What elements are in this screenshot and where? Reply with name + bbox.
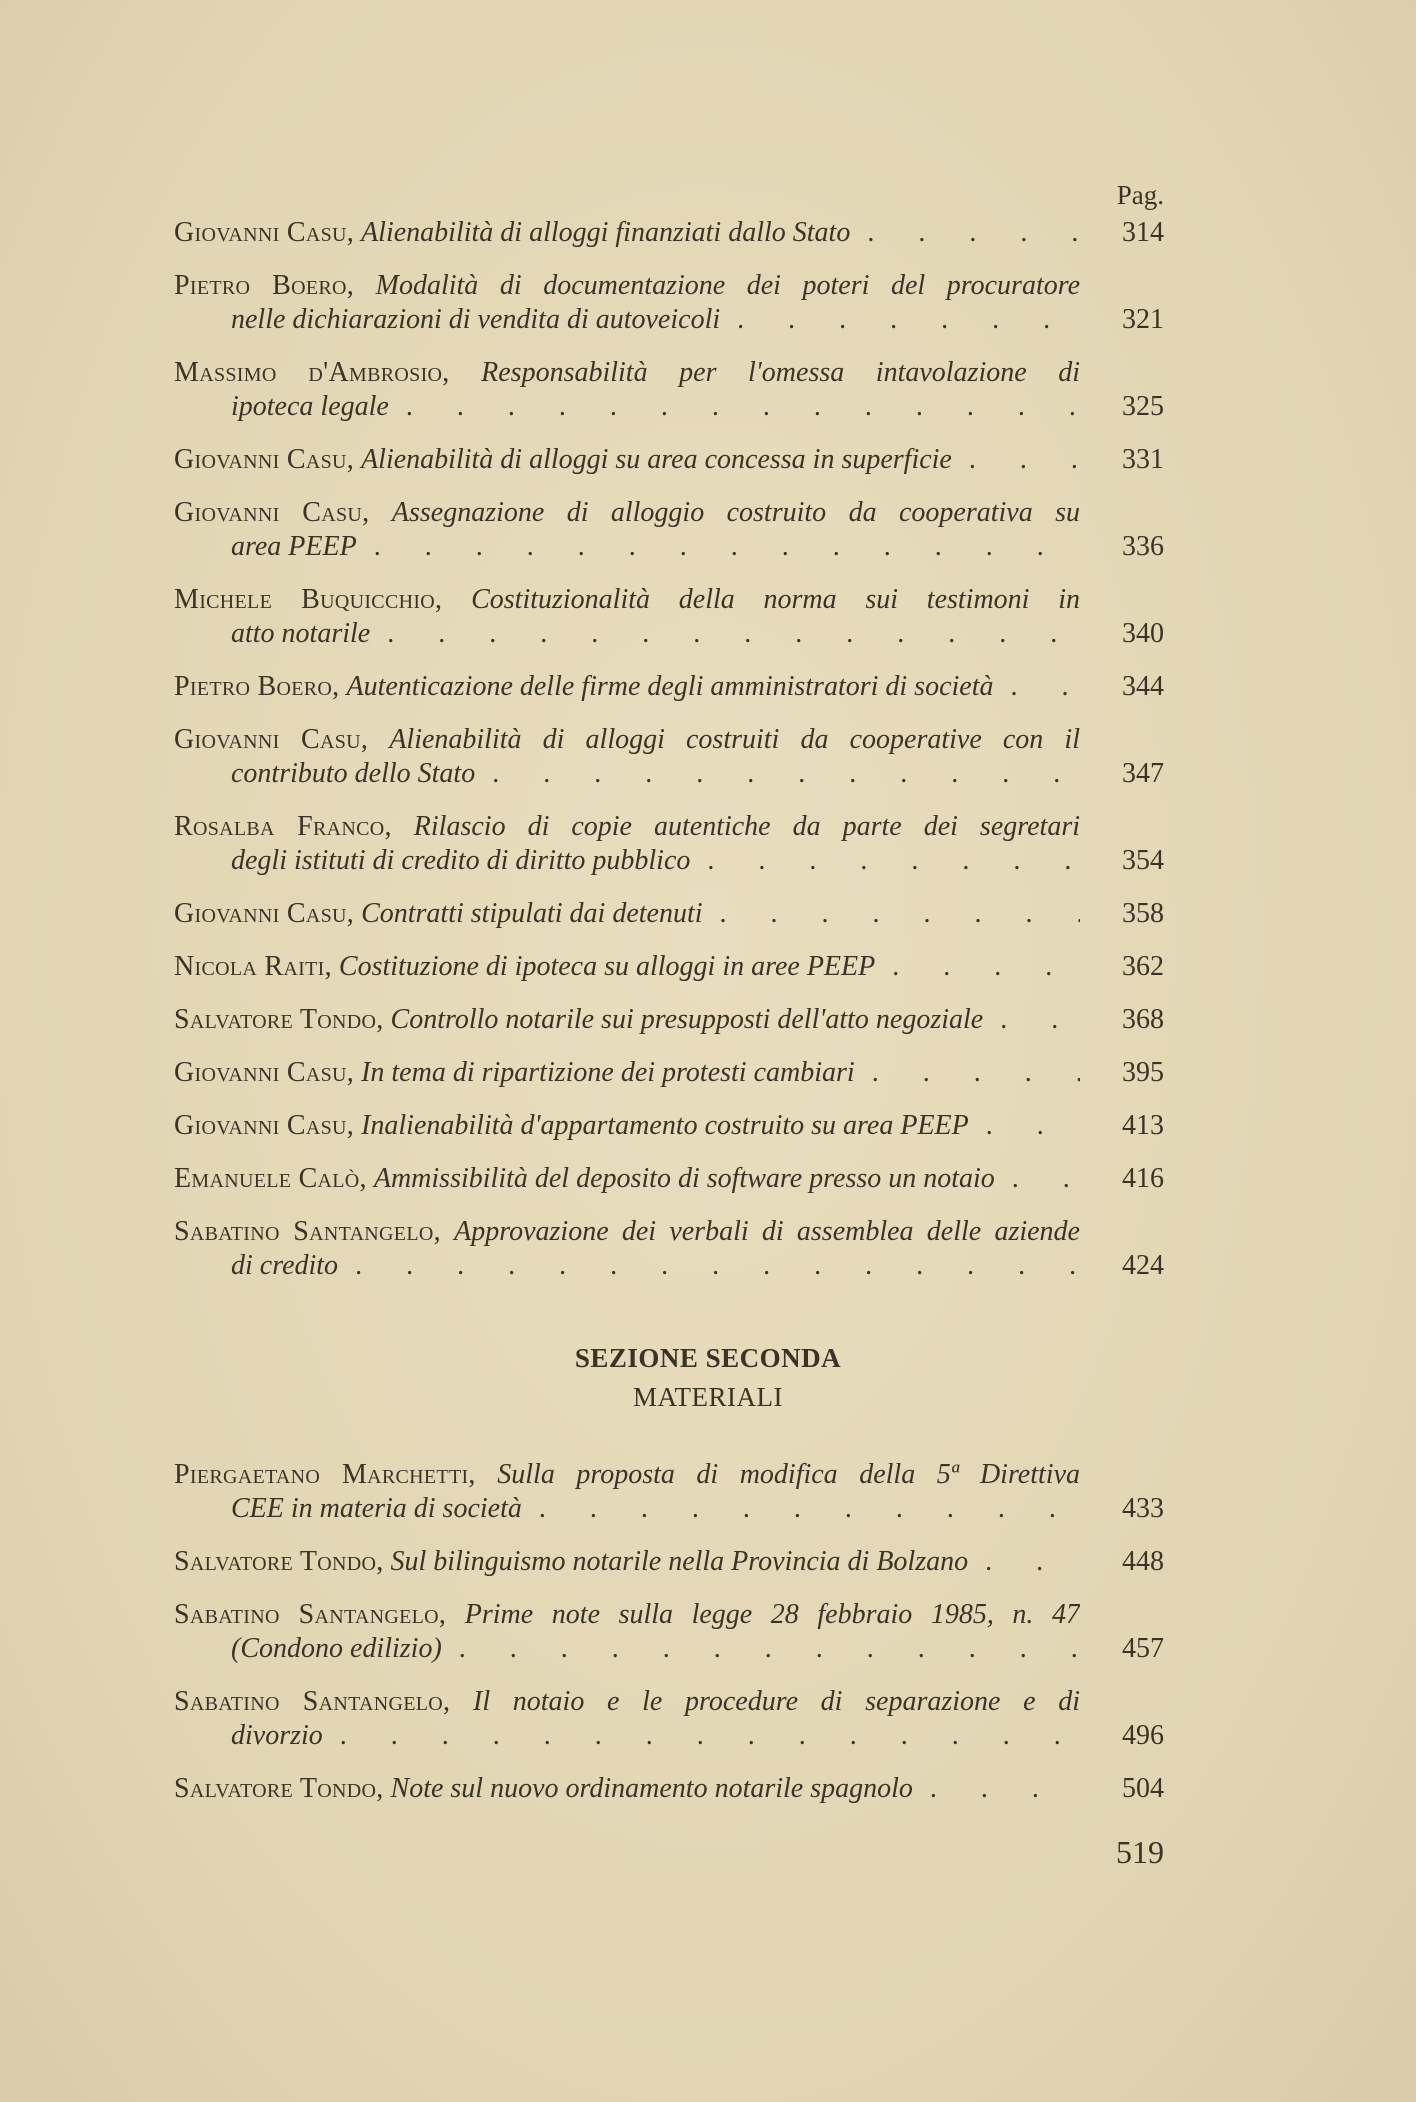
toc-entry-line (174, 810, 1080, 844)
entry-author: Giovanni Casu, (174, 1057, 355, 1088)
entry-title: Sulla proposta di modifica della 5ª Direttiva (497, 1459, 1080, 1490)
entry-page-number: 347 (1122, 758, 1164, 789)
toc-section-first (174, 216, 1164, 1302)
toc-entry (174, 810, 1164, 878)
entry-title: Approvazione dei verbali di assemblea delle aziende (454, 1216, 1080, 1247)
entry-page-number: 413 (1122, 1110, 1164, 1141)
entry-title: Costituzione di ipoteca su alloggi in aree PEEP (338, 951, 876, 982)
entry-author: Salvatore Tondo, (174, 1773, 384, 1804)
toc-entry (174, 443, 1164, 477)
entry-title: Autenticazione delle firme degli amministratori di società (346, 671, 994, 702)
toc-entry-line-continued (174, 1492, 1080, 1526)
toc-entry-line-continued (174, 617, 1080, 651)
toc-entry-line (174, 583, 1080, 617)
toc-entry-line (174, 1458, 1080, 1492)
toc-entry-line (174, 1685, 1080, 1719)
entry-title: Inalienabilità d'appartamento costruito su area PEEP (361, 1110, 969, 1141)
toc-entry-line (174, 1003, 1080, 1037)
entry-title-continued: nelle dichiarazioni di vendita di autoveicoli (231, 304, 721, 335)
entry-page-number: 331 (1122, 444, 1164, 475)
entry-title-continued: divorzio (231, 1720, 323, 1751)
entry-page-number: 354 (1122, 845, 1164, 876)
toc-entry-line (174, 216, 1080, 250)
section-heading: SEZIONE SECONDA (574, 1343, 842, 1373)
toc-entry (174, 1109, 1164, 1143)
toc-entry (174, 1685, 1164, 1753)
entry-title-continued: contributo dello Stato (231, 758, 476, 789)
toc-entry-line (174, 1772, 1080, 1806)
entry-page-number: 368 (1122, 1004, 1164, 1035)
entry-title-continued: di credito (231, 1250, 339, 1281)
entry-author: Salvatore Tondo, (174, 1004, 384, 1035)
toc-entry-line (174, 670, 1080, 704)
toc-entry (174, 1598, 1164, 1666)
entry-author: Pietro Boero, (174, 270, 355, 301)
entry-author: Sabatino Santangelo, (174, 1686, 451, 1717)
entry-title: In tema di ripartizione dei protesti cambiari (361, 1057, 855, 1088)
toc-entry-line-continued (174, 303, 1080, 337)
entry-author: Rosalba Franco, (174, 811, 392, 842)
entry-page-number: 314 (1122, 217, 1164, 248)
entry-title-continued: area PEEP (231, 531, 357, 562)
entry-title: Assegnazione di alloggio costruito da cooperativa su (391, 497, 1080, 528)
section-subheading: MATERIALI (633, 1382, 783, 1412)
entry-author: Giovanni Casu, (174, 444, 355, 475)
entry-page-number: 457 (1122, 1633, 1164, 1664)
toc-entry (174, 1215, 1164, 1283)
toc-entry-line (174, 356, 1080, 390)
toc-entry-line (174, 443, 1080, 477)
toc-entry-line (174, 1545, 1080, 1579)
toc-entry-line-continued (174, 1249, 1080, 1283)
entry-author: Giovanni Casu, (174, 724, 369, 755)
entry-page-number: 362 (1122, 951, 1164, 982)
entry-title: Responsabilità per l'omessa intavolazione di (481, 357, 1080, 388)
entry-title-continued: (Condono edilizio) (231, 1633, 442, 1664)
toc-entry-line-continued (174, 844, 1080, 878)
entry-title: Ammissibilità del deposito di software presso un notaio (373, 1163, 995, 1194)
entry-title: Controllo notarile sui presupposti dell'atto negoziale (390, 1004, 984, 1035)
entry-title-continued: ipoteca legale (231, 391, 389, 422)
entry-title: Sul bilinguismo notarile nella Provincia di Bolzano (390, 1546, 969, 1577)
entry-page-number: 496 (1122, 1720, 1164, 1751)
toc-entry-line-continued (174, 1632, 1080, 1666)
entry-title: Rilascio di copie autentiche da parte dei segretari (413, 811, 1080, 842)
toc-entry (174, 1772, 1164, 1806)
entry-author: Salvatore Tondo, (174, 1546, 384, 1577)
toc-entry (174, 1003, 1164, 1037)
entry-page-number: 504 (1122, 1773, 1164, 1804)
entry-title: Costituzionalità della norma sui testimoni in (471, 584, 1080, 615)
toc-entry-line (174, 1162, 1080, 1196)
entry-page-number: 340 (1122, 618, 1164, 649)
entry-title: Note sul nuovo ordinamento notarile spagnolo (390, 1773, 913, 1804)
toc-entry-line (174, 1215, 1080, 1249)
toc-entry (174, 723, 1164, 791)
entry-author: Giovanni Casu, (174, 1110, 355, 1141)
toc-entry-line (174, 723, 1080, 757)
entry-author: Giovanni Casu, (174, 898, 355, 929)
toc-entry-line (174, 269, 1080, 303)
toc-entry-line-continued (174, 757, 1080, 791)
toc-entry (174, 1162, 1164, 1196)
toc-entry (174, 1458, 1164, 1526)
toc-entry (174, 950, 1164, 984)
entry-title: Alienabilità di alloggi costruiti da cooperative con il (389, 724, 1080, 755)
entry-author: Sabatino Santangelo, (174, 1216, 441, 1247)
toc-entry-line (174, 1598, 1080, 1632)
toc-entry (174, 269, 1164, 337)
toc-entry-line (174, 1056, 1080, 1090)
toc-section-materiali (174, 1458, 1164, 1825)
pag-column-label: Pag. (1116, 180, 1164, 210)
entry-title: Alienabilità di alloggi finanziati dallo Stato (361, 217, 851, 248)
toc-entry (174, 1545, 1164, 1579)
entry-title: Alienabilità di alloggi su area concessa in superficie (361, 444, 952, 475)
entry-author: Pietro Boero, (174, 671, 340, 702)
entry-page-number: 433 (1122, 1493, 1164, 1524)
toc-entry (174, 670, 1164, 704)
entry-page-number: 416 (1122, 1163, 1164, 1194)
entry-author: Giovanni Casu, (174, 217, 355, 248)
entry-page-number: 424 (1122, 1250, 1164, 1281)
toc-entry-line-continued (174, 1719, 1080, 1753)
entry-page-number: 344 (1122, 671, 1164, 702)
toc-entry (174, 216, 1164, 250)
entry-title: Contratti stipulati dai detenuti (361, 898, 703, 929)
toc-entry-line-continued (174, 390, 1080, 424)
toc-entry-line (174, 950, 1080, 984)
toc-entry (174, 496, 1164, 564)
entry-author: Piergaetano Marchetti, (174, 1459, 476, 1490)
entry-author: Michele Buquicchio, (174, 584, 443, 615)
entry-page-number: 358 (1122, 898, 1164, 929)
toc-entry-line-continued (174, 530, 1080, 564)
entry-page-number: 321 (1122, 304, 1164, 335)
entry-page-number: 325 (1122, 391, 1164, 422)
toc-entry (174, 897, 1164, 931)
entry-title: Modalità di documentazione dei poteri del procuratore (375, 270, 1080, 301)
toc-entry (174, 583, 1164, 651)
entry-author: Emanuele Calò, (174, 1163, 367, 1194)
entry-page-number: 336 (1122, 531, 1164, 562)
entry-title-continued: CEE in materia di società (231, 1493, 522, 1524)
entry-page-number: 395 (1122, 1057, 1164, 1088)
entry-author: Sabatino Santangelo, (174, 1599, 447, 1630)
toc-entry-line (174, 1109, 1080, 1143)
entry-title-continued: atto notarile (231, 618, 371, 649)
entry-author: Massimo d'Ambrosio, (174, 357, 450, 388)
entry-page-number: 448 (1122, 1546, 1164, 1577)
entry-author: Nicola Raiti, (174, 951, 332, 982)
toc-entry (174, 356, 1164, 424)
toc-entry-line (174, 897, 1080, 931)
entry-author: Giovanni Casu, (174, 497, 370, 528)
toc-entry (174, 1056, 1164, 1090)
toc-entry-line (174, 496, 1080, 530)
entry-title: Il notaio e le procedure di separazione e di (473, 1686, 1080, 1717)
entry-title-continued: degli istituti di credito di diritto pubblico (231, 845, 691, 876)
page-number: 519 (1116, 1834, 1164, 1870)
entry-title: Prime note sulla legge 28 febbraio 1985, n. 47 (464, 1599, 1080, 1630)
